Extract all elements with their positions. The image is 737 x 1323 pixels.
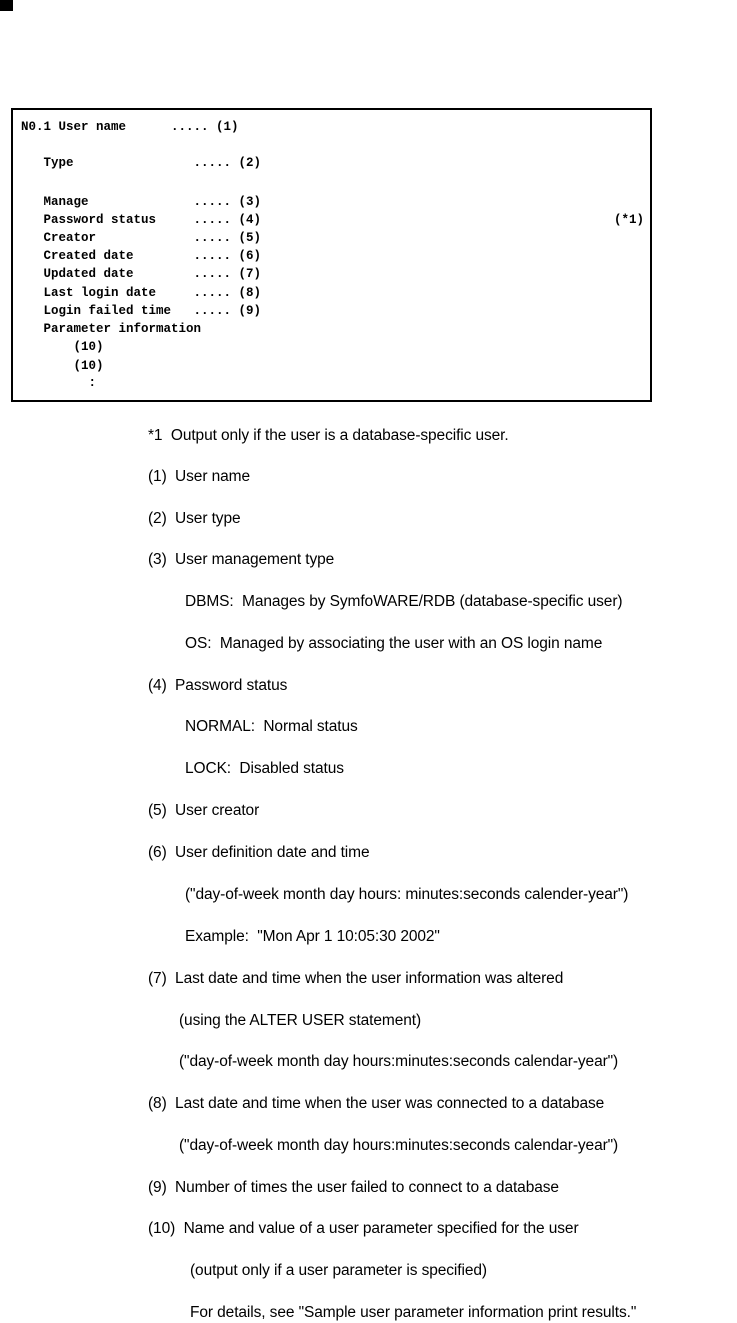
note-10-details: For details, see "Sample user parameter information print results.": [190, 1304, 637, 1321]
note-10-condition: (output only if a user parameter is specified): [190, 1262, 487, 1279]
code-line-manage: Manage ..... (3): [21, 195, 262, 209]
code-line-creator: Creator ..... (5): [21, 231, 262, 245]
note-4: (4) Password status: [148, 677, 288, 694]
note-asterisk-1: *1 Output only if the user is a database-specific user.: [148, 427, 509, 444]
code-line-parameter-2: (10): [21, 359, 104, 373]
code-line-parameter-information: Parameter information: [21, 322, 202, 336]
note-8: (8) Last date and time when the user was connected to a database: [148, 1095, 605, 1112]
code-line-continuation: :: [21, 376, 97, 390]
note-9: (9) Number of times the user failed to connect to a database: [148, 1179, 559, 1196]
note-3-dbms: DBMS: Manages by SymfoWARE/RDB (database-specific user): [185, 593, 623, 610]
note-4-normal: NORMAL: Normal status: [185, 718, 358, 735]
code-line-last-login-date: Last login date ..... (8): [21, 286, 262, 300]
note-1: (1) User name: [148, 468, 250, 485]
note-7-statement: (using the ALTER USER statement): [179, 1012, 422, 1029]
code-line-parameter-1: (10): [21, 340, 104, 354]
code-line-type: Type ..... (2): [21, 156, 262, 170]
note-7: (7) Last date and time when the user information was altered: [148, 970, 564, 987]
note-marker: (*1): [613, 213, 644, 227]
output-format-box: [11, 108, 652, 402]
note-2: (2) User type: [148, 510, 241, 527]
note-5: (5) User creator: [148, 802, 260, 819]
note-7-format: ("day-of-week month day hours:minutes:seconds calendar-year"): [179, 1053, 619, 1070]
code-line-login-failed-time: Login failed time ..... (9): [21, 304, 262, 318]
note-3-os: OS: Managed by associating the user with an OS login name: [185, 635, 603, 652]
corner-mark: [0, 0, 13, 11]
note-3: (3) User management type: [148, 551, 335, 568]
code-line-user-name: N0.1 User name ..... (1): [21, 120, 239, 134]
note-10: (10) Name and value of a user parameter specified for the user: [148, 1220, 579, 1237]
note-6-format: ("day-of-week month day hours: minutes:seconds calender-year"): [185, 886, 629, 903]
note-6-example: Example: "Mon Apr 1 10:05:30 2002": [185, 928, 440, 945]
note-6: (6) User definition date and time: [148, 844, 370, 861]
code-line-password-status: Password status ..... (4): [21, 213, 262, 227]
code-line-updated-date: Updated date ..... (7): [21, 267, 262, 281]
note-8-format: ("day-of-week month day hours:minutes:seconds calendar-year"): [179, 1137, 619, 1154]
note-4-lock: LOCK: Disabled status: [185, 760, 344, 777]
code-line-created-date: Created date ..... (6): [21, 249, 262, 263]
